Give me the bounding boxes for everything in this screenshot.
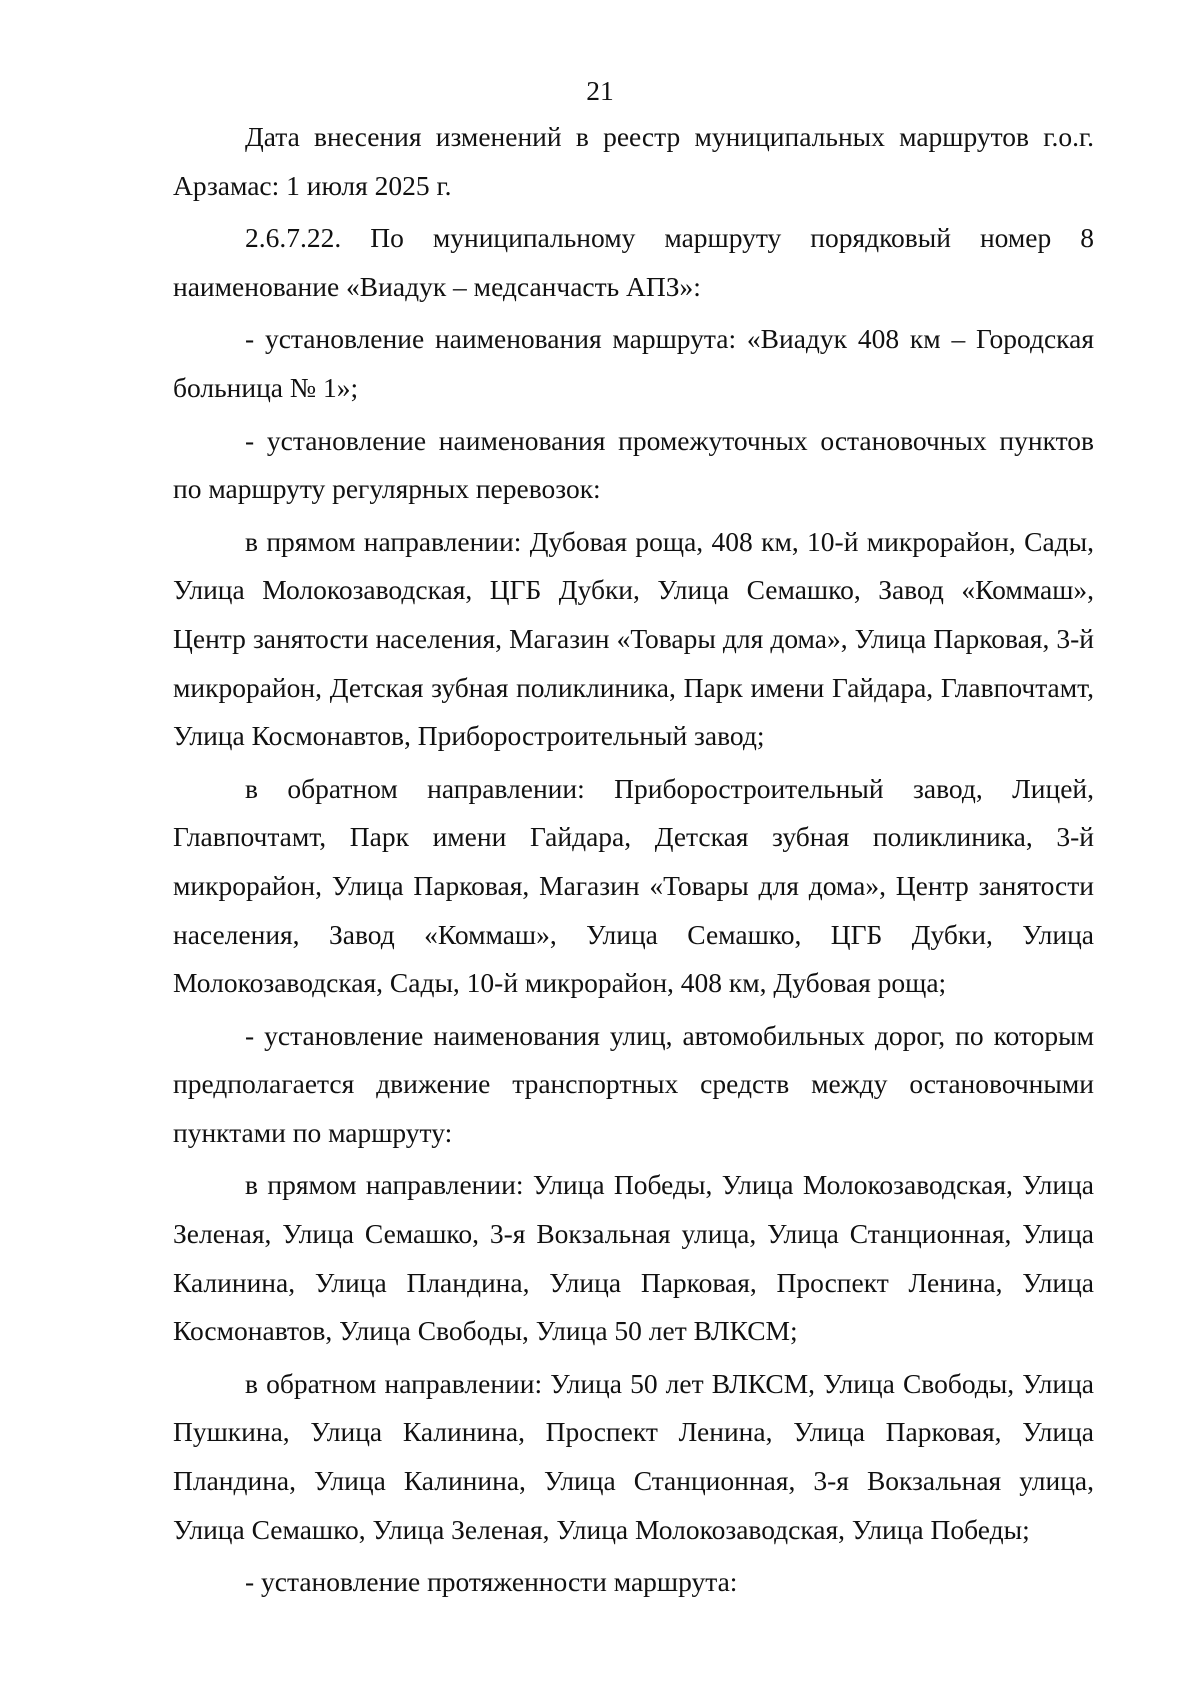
paragraph-streets-forward: в прямом направлении: Улица Победы, Улица Молокозаводская, Улица Зеленая, Улица Семашко, 3-я Вокзальная улица, Улица Станционная, Улица Калинина, Улица Пландина, Улица Парковая, Проспект Ленина, Улица Космонавтов, Улица Свободы, Улица 50 лет ВЛКСМ; (173, 1169, 1094, 1347)
document-body (173, 113, 1094, 1607)
paragraph-streets-backward: в обратном направлении: Улица 50 лет ВЛКСМ, Улица Свободы, Улица Пушкина, Улица Калинина, Проспект Ленина, Улица Парковая, Улица Пландина, Улица Калинина, Улица Станционная, 3-я Вокзальная улица, Улица Семашко, Улица Зеленая, Улица Молокозаводская, Улица Победы; (173, 1367, 1094, 1545)
paragraph-stops-backward: в обратном направлении: Приборостроительный завод, Лицей, Главпочтамт, Парк имени Гайдара, Детская зубная поликлиника, 3-й микрорайон, Улица Парковая, Магазин «Товары для дома», Центр занятости населения, Завод «Коммаш», Улица Семашко, ЦГБ Дубки, Улица Молокозаводская, Сады, 10-й микрорайон, 408 км, Дубовая роща; (173, 772, 1094, 999)
paragraph-stops-intro: - установление наименования промежуточных остановочных пунктов по маршруту регулярных перевозок: (173, 424, 1094, 505)
paragraph-stops-forward: в прямом направлении: Дубовая роща, 408 км, 10-й микрорайон, Сады, Улица Молокозаводская, ЦГБ Дубки, Улица Семашко, Завод «Коммаш», Центр занятости населения, Магазин «Товары для дома», Улица Парковая, 3-й микрорайон, Детская зубная поликлиника, Парк имени Гайдара, Главпочтамт, Улица Космонавтов, Приборостроительный завод; (173, 525, 1094, 752)
paragraph-streets-intro: - установление наименования улиц, автомобильных дорог, по которым предполагается движение транспортных средств между остановочными пунктами по маршруту: (173, 1019, 1094, 1148)
page-number: 21 (586, 75, 614, 106)
paragraph-change-date: Дата внесения изменений в реестр муниципальных маршрутов г.о.г. Арзамас: 1 июля 2025 г. (173, 121, 1094, 201)
paragraph-route-heading: 2.6.7.22. По муниципальному маршруту порядковый номер 8 наименование «Виадук – медсанчасть АПЗ»: (173, 222, 1094, 302)
paragraph-route-length: - установление протяженности маршрута: (245, 1566, 738, 1598)
paragraph-route-name: - установление наименования маршрута: «Виадук 408 км – Городская больница № 1»; (173, 323, 1094, 403)
